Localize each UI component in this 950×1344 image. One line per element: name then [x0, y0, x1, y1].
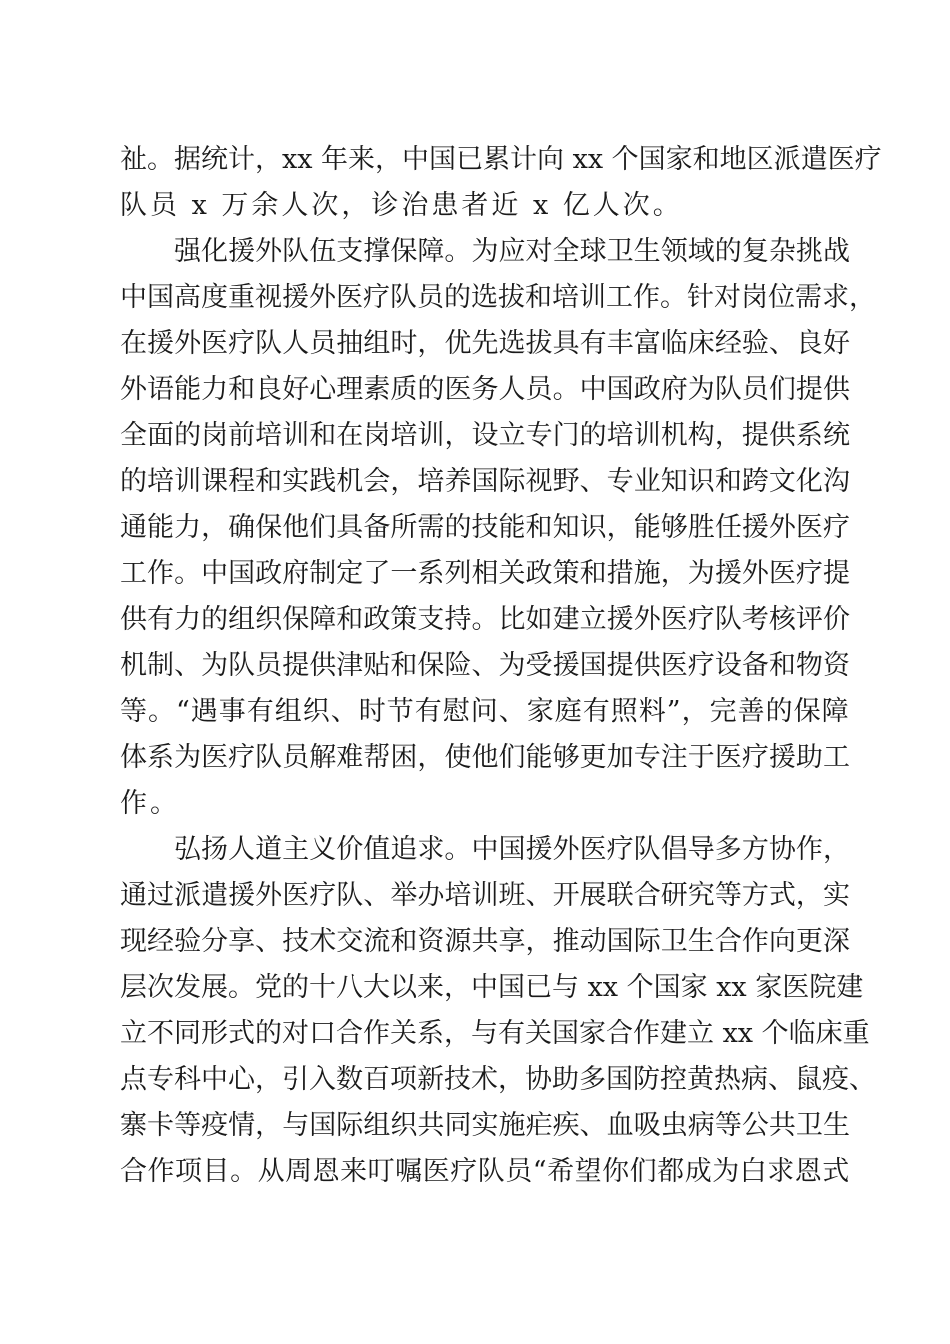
paragraph-3-line-3: 现经验分享、技术交流和资源共享，推动国际卫生合作向更深	[120, 926, 850, 957]
paragraph-3-line-8: 合作项目。从周恩来叮嘱医疗队员“希望你们都成为白求恩式	[120, 1156, 850, 1187]
paragraph-3-line-4: 层次发展。党的十八大以来，中国已与 xx 个国家 xx 家医院建	[120, 972, 864, 1003]
paragraph-3-line-5: 立不同形式的对口合作关系，与有关国家合作建立 xx 个临床重	[120, 1018, 870, 1049]
paragraph-2-line-5: 全面的岗前培训和在岗培训，设立专门的培训机构，提供系统	[120, 420, 850, 451]
paragraph-3-line-2: 通过派遣援外医疗队、举办培训班、开展联合研究等方式，实	[120, 880, 850, 911]
paragraph-1-line-1: 祉。据统计，xx 年来，中国已累计向 xx 个国家和地区派遣医疗	[120, 144, 882, 175]
paragraph-2-line-8: 工作。中国政府制定了一系列相关政策和措施，为援外医疗提	[120, 558, 850, 589]
paragraph-1-line-2: 队员 x 万余人次，诊治患者近 x 亿人次。	[120, 190, 683, 221]
paragraph-2-line-12: 体系为医疗队员解难帮困，使他们能够更加专注于医疗援助工	[120, 742, 850, 773]
paragraph-2-line-10: 机制、为队员提供津贴和保险、为受援国提供医疗设备和物资	[120, 650, 850, 681]
paragraph-2-line-2: 中国高度重视援外医疗队员的选拔和培训工作。针对岗位需求，	[120, 282, 876, 313]
paragraph-2-line-1: 强化援外队伍支撑保障。为应对全球卫生领域的复杂挑战	[174, 236, 850, 267]
paragraph-2-line-11: 等。“遇事有组织、时节有慰问、家庭有照料”，完善的保障	[120, 696, 850, 727]
paragraph-2-line-4: 外语能力和良好心理素质的医务人员。中国政府为队员们提供	[120, 374, 850, 405]
paragraph-2-line-13: 作。	[120, 788, 180, 819]
paragraph-2-line-6: 的培训课程和实践机会，培养国际视野、专业知识和跨文化沟	[120, 466, 850, 497]
paragraph-3-line-1: 弘扬人道主义价值追求。中国援外医疗队倡导多方协作，	[174, 834, 850, 865]
paragraph-3-line-6: 点专科中心，引入数百项新技术，协助多国防控黄热病、鼠疫、	[120, 1064, 876, 1095]
paragraph-2-line-9: 供有力的组织保障和政策支持。比如建立援外医疗队考核评价	[120, 604, 850, 635]
paragraph-3-line-7: 寨卡等疫情，与国际组织共同实施疟疾、血吸虫病等公共卫生	[120, 1110, 850, 1141]
paragraph-2-line-3: 在援外医疗队人员抽组时，优先选拔具有丰富临床经验、良好	[120, 328, 850, 359]
paragraph-2-line-7: 通能力，确保他们具备所需的技能和知识，能够胜任援外医疗	[120, 512, 850, 543]
